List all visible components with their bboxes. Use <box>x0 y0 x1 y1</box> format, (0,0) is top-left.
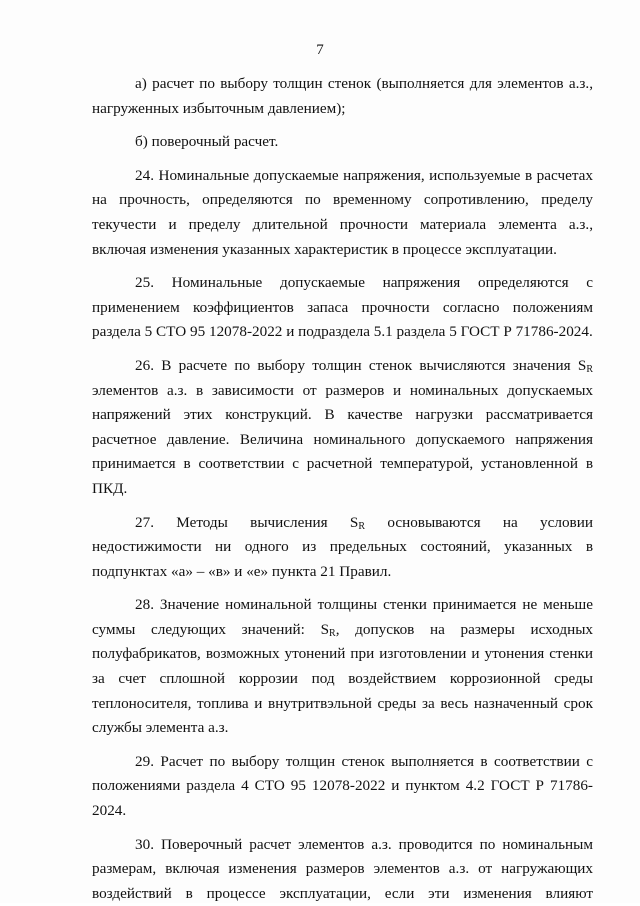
paragraph-text: 29. Расчет по выбору толщин стенок выполняется в соответствии с положениями раздела 4 СТО 95 12078-2022 и пунктом 4.2 ГОСТ Р 71786-2024. <box>92 752 593 820</box>
paragraph-text: основываются на условии недостижимости ни одного из предельных состояний, указанных в подпунктах «а» – «в» и «е» пункта 21 Правил. <box>92 513 593 580</box>
paragraph-text: а) расчет по выбору толщин стенок (выполняется для элементов а.з., нагруженных избыточным давлением); <box>92 75 593 117</box>
paragraph-26 <box>92 354 593 502</box>
paragraph-text: , допусков на размеры исходных полуфабрикатов, возможных утонений при изготовлении и утонения стенки за счет сплошной коррозии под воздействием коррозионной среды теплоносителя, топлива и внутритвэльной среды за весь назначенный срок службы элемента а.з. <box>92 620 593 737</box>
subscript-r: R <box>586 363 593 375</box>
paragraph-text: 26. В расчете по выбору толщин стенок вычисляются значения S <box>135 356 587 374</box>
paragraph-text: 30. Поверочный расчет элементов а.з. проводится по номинальным размерам, включая изменения размеров элементов а.з. от нагружающих воздействий в процессе эксплуатации, если эти изменения влияют <box>92 835 593 902</box>
paragraph-29 <box>92 750 593 824</box>
paragraph-27 <box>92 511 593 585</box>
paragraph-text: элементов а.з. в зависимости от размеров и номинальных допускаемых напряжений этих конструкций. В качестве нагрузки рассматривается расчетное давление. Величина номинального допускаемого напряжения принимается в соответствии с расчетной температурой, установленной в ПКД. <box>92 381 593 497</box>
paragraph-25 <box>92 271 593 345</box>
subscript-r: R <box>358 520 366 532</box>
paragraph-text: 27. Методы вычисления S <box>135 513 359 531</box>
paragraph-text: 28. Значение номинальной толщины стенки принимается не меньше суммы следующих значений: S <box>92 596 593 638</box>
page-number: 7 <box>316 42 324 58</box>
paragraph-28 <box>92 593 593 741</box>
paragraph-text: 24. Номинальные допускаемые напряжения, используемые в расчетах на прочность, определяются по временному сопротивлению, пределу текучести и пределу длительной прочности материала элемента а.з., включая изменения указанных характеристик в процессе эксплуатации. <box>92 166 593 258</box>
subscript-r: R <box>329 627 336 639</box>
paragraph-24 <box>92 164 593 262</box>
paragraph-text: б) поверочный расчет. <box>135 133 279 151</box>
paragraph-30 <box>92 833 593 906</box>
paragraph-text: 25. Номинальные допускаемые напряжения определяются с применением коэффициентов запаса прочности согласно положениям раздела 5 СТО 95 12078-2022 и подраздела 5.1 раздела 5 ГОСТ Р 71786-2024. <box>92 274 593 341</box>
paragraph-a <box>92 72 593 121</box>
paragraph-b <box>92 130 593 155</box>
document-body <box>92 72 593 906</box>
